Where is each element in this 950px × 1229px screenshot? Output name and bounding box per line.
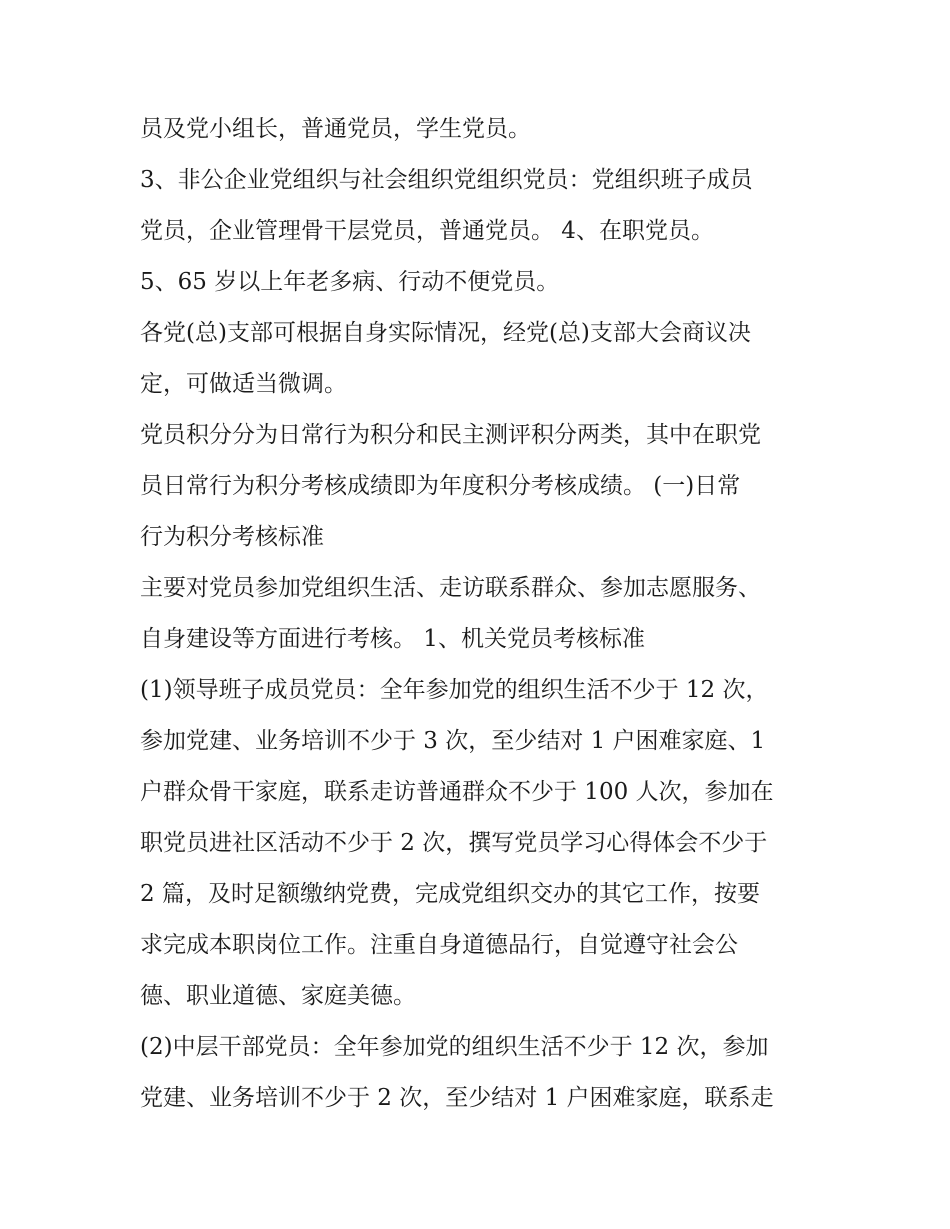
text-line: 德、职业道德、家庭美德。 [140,983,416,1009]
text-line: 求完成本职岗位工作。注重自身道德品行，自觉遵守社会公 [140,932,738,958]
text-line: (1)领导班子成员党员：全年参加党的组织生活不少于 12 次， [140,677,769,703]
text-line: 3、非公企业党组织与社会组织党组织党员：党组织班子成员 [140,167,753,193]
text-line: 自身建设等方面进行考核。 1、机关党员考核标准 [140,626,645,652]
text-line: 5、65 岁以上年老多病、行动不便党员。 [140,269,560,295]
text-line: 参加党建、业务培训不少于 3 次，至少结对 1 户困难家庭、1 [140,728,766,754]
text-line: 户群众骨干家庭，联系走访普通群众不少于 100 人次，参加在 [140,779,774,805]
text-line: 行为积分考核标准 [140,524,324,550]
text-line: (2)中层干部党员：全年参加党的组织生活不少于 12 次，参加 [140,1034,769,1060]
text-line: 定，可做适当微调。 [140,371,347,397]
text-line: 主要对党员参加党组织生活、走访联系群众、参加志愿服务、 [140,575,761,601]
text-line: 党建、业务培训不少于 2 次，至少结对 1 户困难家庭，联系走 [140,1085,774,1111]
text-line: 职党员进社区活动不少于 2 次，撰写党员学习心得体会不少于 [140,830,768,856]
text-line: 员日常行为积分考核成绩即为年度积分考核成绩。 (一)日常 [140,473,741,499]
text-line: 党员，企业管理骨干层党员，普通党员。 4、在职党员。 [140,218,714,244]
text-line: 员及党小组长，普通党员，学生党员。 [140,116,531,142]
text-line: 2 篇，及时足额缴纳党费，完成党组织交办的其它工作，按要 [140,881,760,907]
text-line: 各党(总)支部可根据自身实际情况，经党(总)支部大会商议决 [140,320,751,346]
text-line: 党员积分分为日常行为积分和民主测评积分两类，其中在职党 [140,422,761,448]
document-body [140,104,820,1124]
